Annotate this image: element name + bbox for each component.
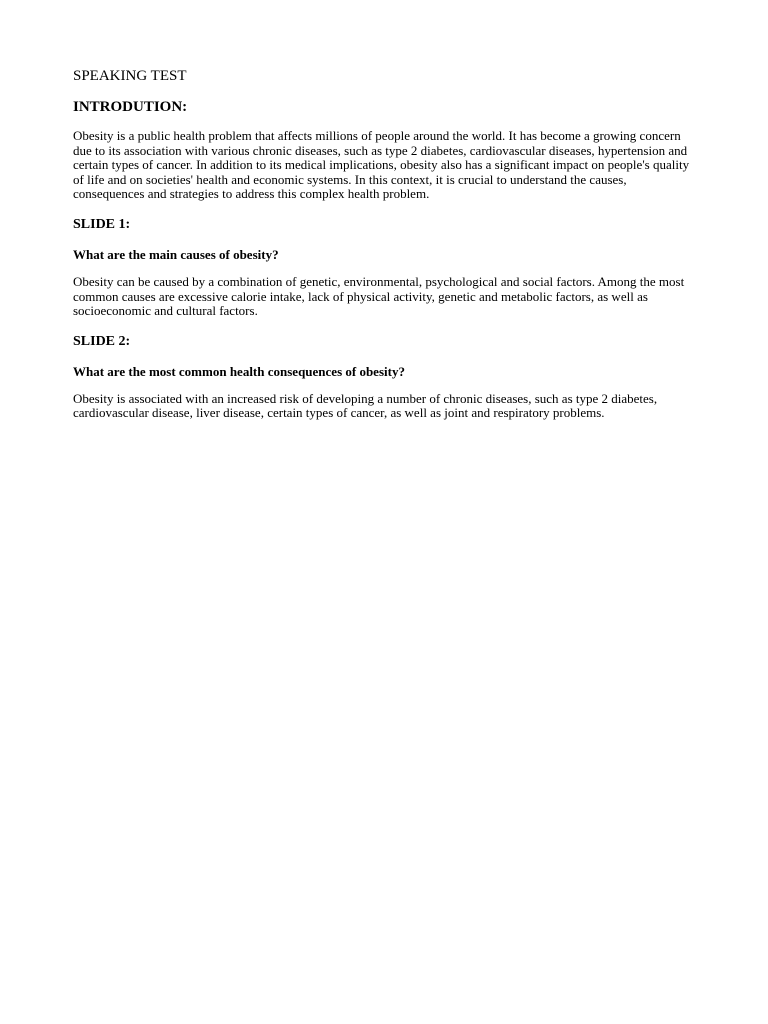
slide-heading: SLIDE 1: bbox=[73, 216, 131, 232]
slide-heading: SLIDE 2: bbox=[73, 333, 131, 349]
slide-question: What are the main causes of obesity? bbox=[73, 246, 279, 262]
document-page bbox=[73, 66, 693, 435]
slide-answer: Obesity can be caused by a combination of genetic, environmental, psychological and social factors. Among the most common causes are excessive calorie intake, lack of physical activity, genetic and metabolic factors, as well as socioeconomic and cultural factors. bbox=[73, 273, 685, 319]
slide-question: What are the most common health consequences of obesity? bbox=[73, 363, 405, 379]
slide-answer: Obesity is associated with an increased risk of developing a number of chronic diseases, such as type 2 diabetes, cardiovascular disease, liver disease, certain types of cancer, as well as joint and respiratory problems. bbox=[73, 390, 658, 421]
document-title: SPEAKING TEST bbox=[73, 68, 187, 84]
slide-section-2 bbox=[73, 333, 693, 421]
intro-paragraph: Obesity is a public health problem that affects millions of people around the world. It has become a growing concern due to its association with various chronic diseases, such as type 2 diabetes, cardiovascular diseases, hypertension and certain types of cancer. In addition to its medical implications, obesity also has a significant impact on people's quality of life and on societies' health and economic systems. In this context, it is crucial to understand the causes, consequences and strategies to address this complex health problem. bbox=[73, 128, 690, 202]
intro-heading: INTRODUTION: bbox=[73, 99, 188, 115]
slide-section-1 bbox=[73, 216, 693, 319]
